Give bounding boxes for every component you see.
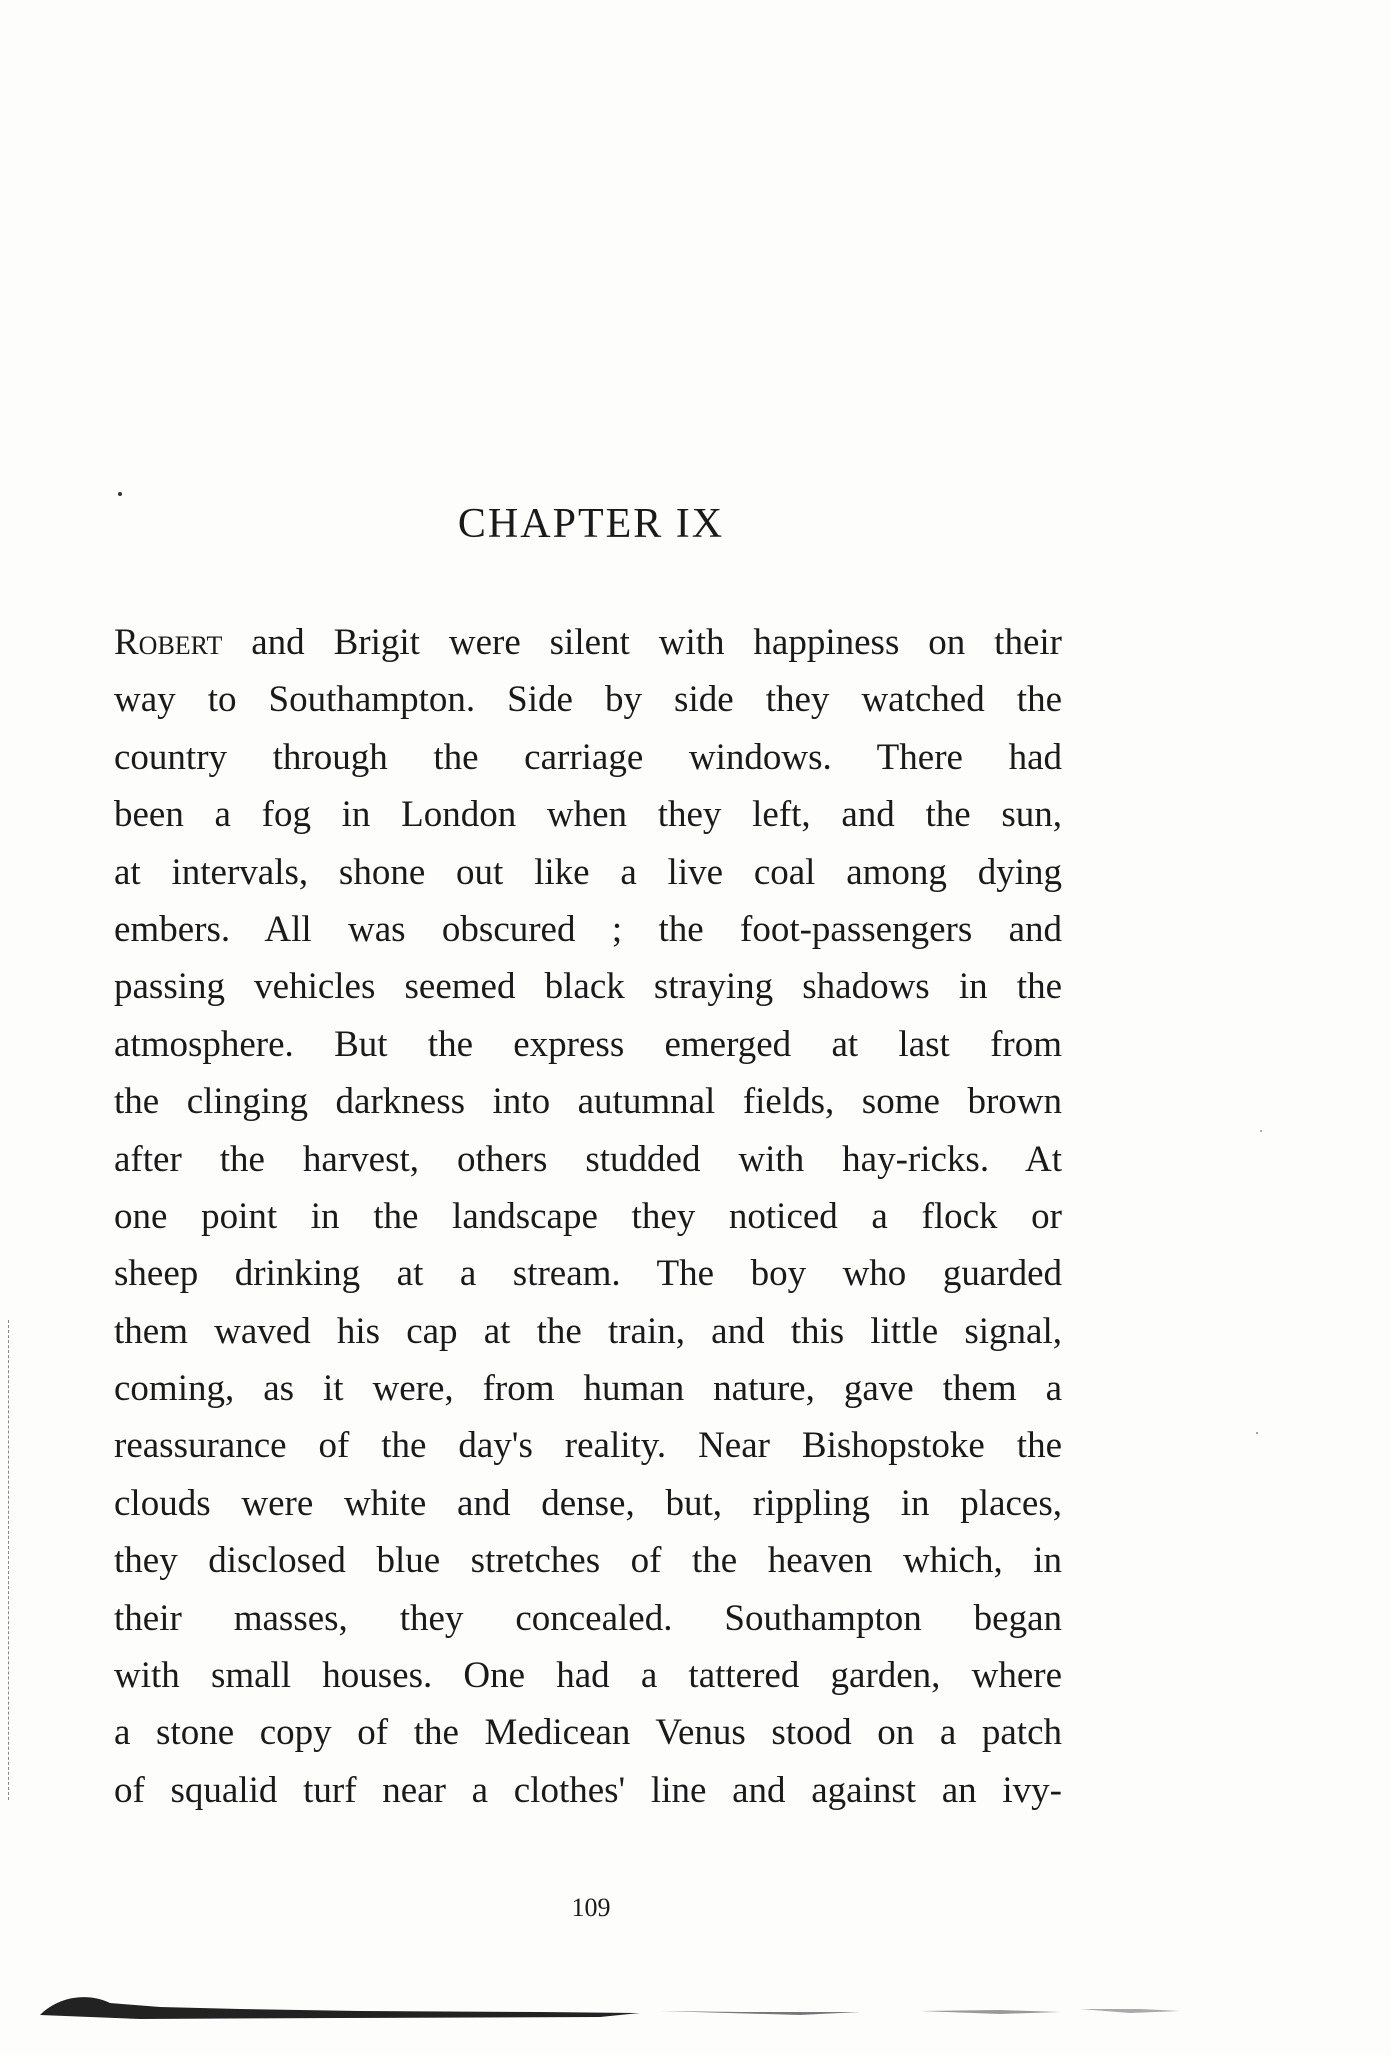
body-line: been a fog in London when they left, and the sun, xyxy=(114,794,1062,836)
first-line-rest: and Brigit were silent with happiness on their xyxy=(222,622,1062,663)
binding-edge xyxy=(8,1320,13,1800)
ink-speck xyxy=(1256,1432,1258,1434)
body-line: passing vehicles seemed black straying shadows in the xyxy=(114,966,1062,1008)
drop-word: Robert xyxy=(114,622,223,663)
body-line: with small houses. One had a tattered garden, where xyxy=(114,1655,1062,1697)
ink-speck xyxy=(118,492,122,496)
body-line: embers. All was obscured ; the foot-passengers and xyxy=(114,908,1062,950)
body-line: coming, as it were, from human nature, gave them a xyxy=(114,1368,1062,1410)
body-line: reassurance of the day's reality. Near Bishopstoke the xyxy=(114,1425,1062,1467)
body-line: country through the carriage windows. There had xyxy=(114,736,1062,778)
body-line: of squalid turf near a clothes' line and against an ivy- xyxy=(114,1769,1062,1811)
body-line: way to Southampton. Side by side they watched the xyxy=(114,679,1062,721)
body-line: after the harvest, others studded with hay-ricks. At xyxy=(114,1138,1062,1180)
body-line: sheep drinking at a stream. The boy who guarded xyxy=(114,1253,1062,1295)
body-line: them waved his cap at the train, and this little signal, xyxy=(114,1310,1062,1352)
body-line: one point in the landscape they noticed a flock or xyxy=(114,1195,1062,1237)
body-line: a stone copy of the Medicean Venus stood on a patch xyxy=(114,1712,1062,1754)
body-line: they disclosed blue stretches of the heaven which, in xyxy=(114,1540,1062,1582)
body-line: clouds were white and dense, but, rippling in places, xyxy=(114,1482,1062,1524)
body-line: their masses, they concealed. Southampton began xyxy=(114,1597,1062,1639)
chapter-title: CHAPTER IX xyxy=(457,501,725,547)
scan-smudge xyxy=(40,1985,1190,2025)
body-line: at intervals, shone out like a live coal among dying xyxy=(114,851,1062,893)
chapter-body xyxy=(114,614,1062,1819)
body-line: atmosphere. But the express emerged at last from xyxy=(114,1023,1062,1065)
body-line xyxy=(114,614,1062,671)
body-line: the clinging darkness into autumnal fields, some brown xyxy=(114,1081,1062,1123)
ink-speck xyxy=(1260,1130,1262,1132)
page-number: 109 xyxy=(571,1893,611,1922)
